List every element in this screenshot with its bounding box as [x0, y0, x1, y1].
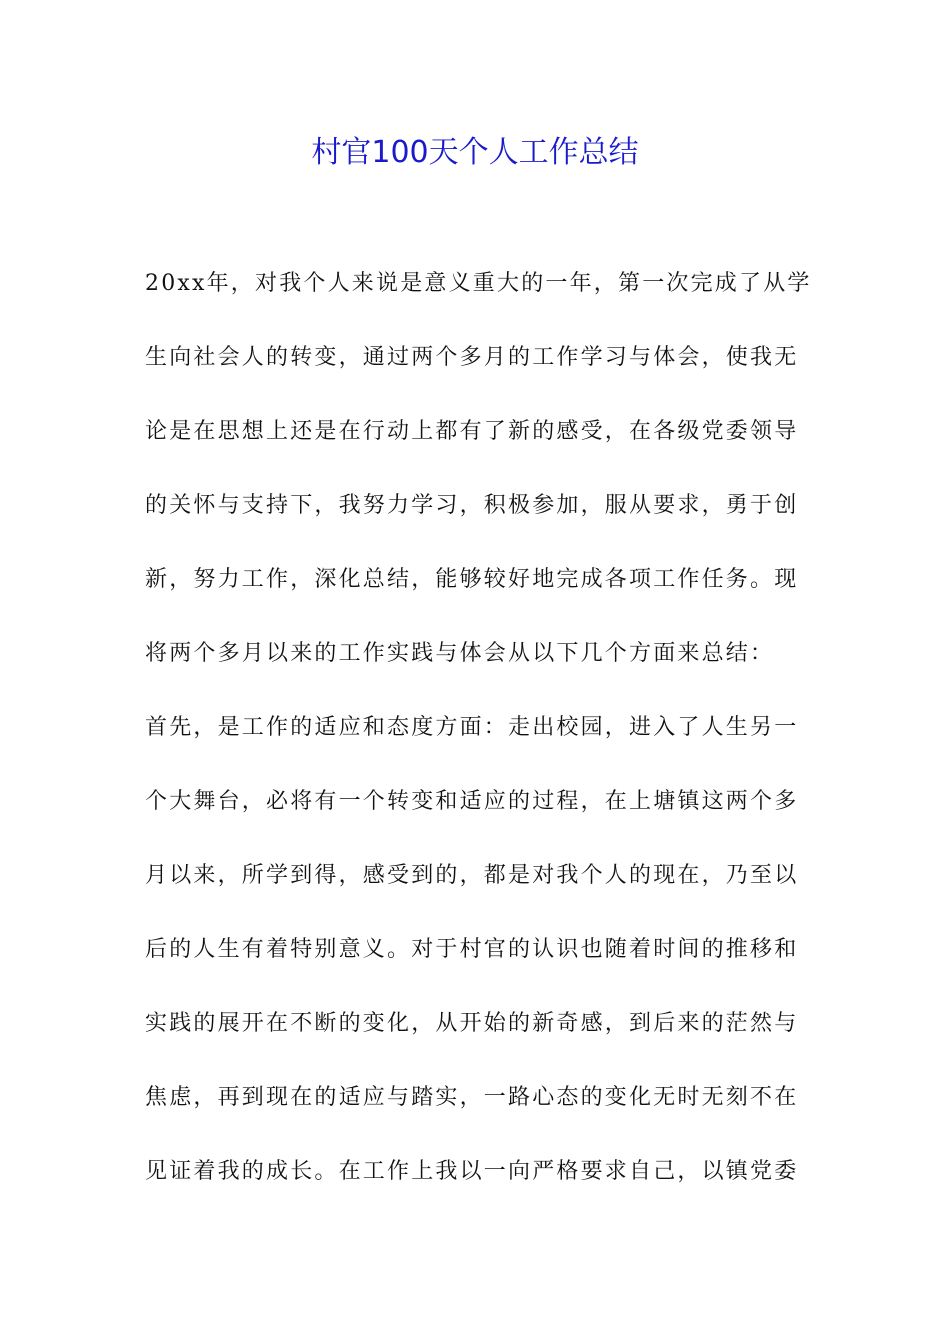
- text-line: 20xx年，对我个人来说是意义重大的一年，第一次完成了从学: [145, 271, 812, 296]
- text-line: 论是在思想上还是在行动上都有了新的感受，在各级党委领导: [145, 419, 799, 444]
- text-line: 的关怀与支持下，我努力学习，积极参加，服从要求，勇于创: [145, 493, 799, 518]
- text-line: 首先，是工作的适应和态度方面：走出校园，进入了人生另一: [145, 715, 799, 740]
- text-line: 将两个多月以来的工作实践与体会从以下几个方面来总结：: [145, 641, 775, 666]
- text-line: 生向社会人的转变，通过两个多月的工作学习与体会，使我无: [145, 345, 799, 370]
- text-line: 见证着我的成长。在工作上我以一向严格要求自己，以镇党委: [145, 1159, 799, 1184]
- text-line: 后的人生有着特别意义。对于村官的认识也随着时间的推移和: [145, 937, 799, 962]
- text-line: 月以来，所学到得，感受到的，都是对我个人的现在，乃至以: [145, 863, 799, 888]
- text-line: 焦虑，再到现在的适应与踏实，一路心态的变化无时无刻不在: [145, 1085, 799, 1110]
- text-line: 个大舞台，必将有一个转变和适应的过程，在上塘镇这两个多: [145, 789, 799, 814]
- document-body: [145, 262, 812, 1224]
- text-line: 实践的展开在不断的变化，从开始的新奇感，到后来的茫然与: [145, 1011, 799, 1036]
- document-title: 村官100天个人工作总结: [311, 135, 639, 170]
- text-line: 新，努力工作，深化总结，能够较好地完成各项工作任务。现: [145, 567, 799, 592]
